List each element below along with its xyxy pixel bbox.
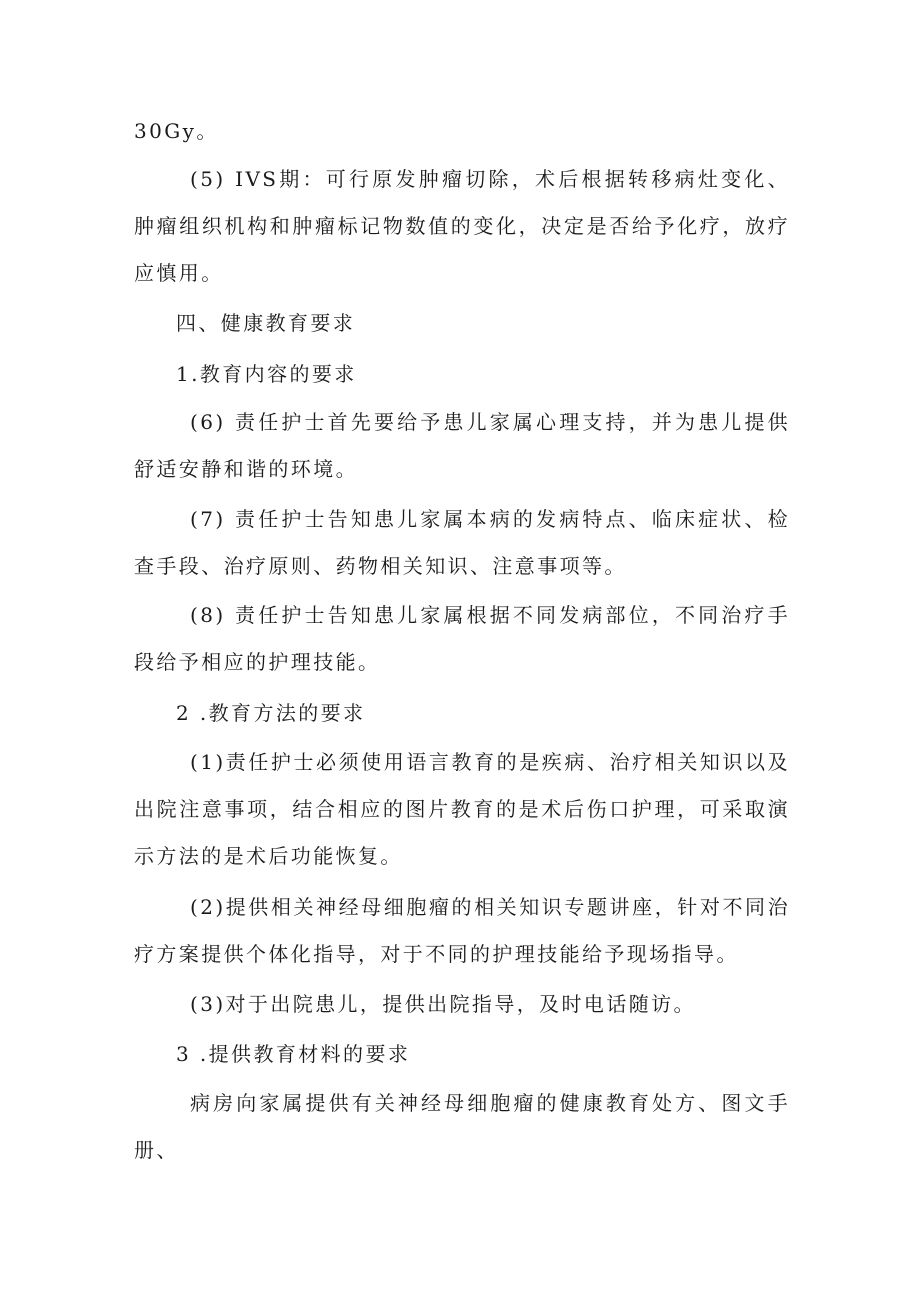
item6-paragraph: (6) 责任护士首先要给予患儿家属心理支持，并为患儿提供舒适安静和谐的环境。 xyxy=(134,410,790,481)
dose-text: 30Gy。 xyxy=(134,119,219,143)
materials-paragraph: 病房向家属提供有关神经母细胞瘤的健康教育处方、图文手册、 xyxy=(134,1091,790,1162)
method2-paragraph: (2)提供相关神经母细胞瘤的相关知识专题讲座，针对不同治疗方案提供个体化指导，对于不同的护理技能给予现场指导。 xyxy=(134,895,790,966)
stage5-paragraph: (5) IVS期：可行原发肿瘤切除，术后根据转移病灶变化、肿瘤组织机构和肿瘤标记物数值的变化，决定是否给予化疗，放疗应慎用。 xyxy=(134,167,790,285)
subheading-education-method: 2 .教育方法的要求 xyxy=(176,701,366,725)
method3-paragraph: (3)对于出院患儿，提供出院指导，及时电话随访。 xyxy=(190,992,696,1016)
item7-paragraph: (7) 责任护士告知患儿家属本病的发病特点、临床症状、检查手段、治疗原则、药物相关知识、注意事项等。 xyxy=(134,507,790,578)
item8-paragraph: (8) 责任护士告知患儿家属根据不同发病部位，不同治疗手段给予相应的护理技能。 xyxy=(134,603,790,674)
section-heading-health-education: 四、健康教育要求 xyxy=(176,311,356,335)
method1-paragraph: (1)责任护士必须使用语言教育的是疾病、治疗相关知识以及出院注意事项，结合相应的图片教育的是术后伤口护理，可采取演示方法的是术后功能恢复。 xyxy=(134,750,790,868)
subheading-education-materials: 3 .提供教育材料的要求 xyxy=(176,1042,411,1066)
subheading-education-content: 1.教育内容的要求 xyxy=(176,362,357,386)
